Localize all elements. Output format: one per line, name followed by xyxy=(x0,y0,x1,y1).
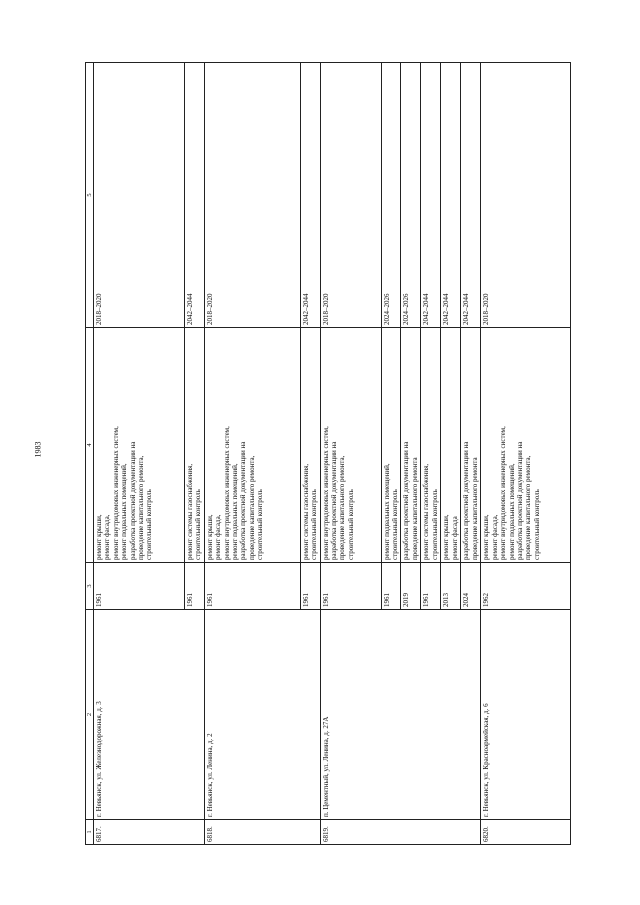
work-item: ремонт подвальных помещений, xyxy=(120,463,129,560)
repair-period: 2024–2026 xyxy=(381,63,401,328)
works-list xyxy=(381,328,401,563)
work-item: ремонт фасада, xyxy=(103,514,112,560)
work-item: ремонт подвальных помещений, xyxy=(382,463,391,560)
works-list xyxy=(481,328,571,563)
work-item: ремонт крыши, xyxy=(442,514,451,560)
build-year: 1961 xyxy=(381,563,401,610)
work-item: проведение капитального ремонта, xyxy=(247,455,256,560)
row-address: г. Невьянск, ул. Ленина, д. 2 xyxy=(204,610,320,820)
works-list xyxy=(441,328,461,563)
build-year: 1961 xyxy=(320,563,381,610)
work-item: строительный контроль xyxy=(391,489,400,560)
row-number: 6817. xyxy=(94,820,205,845)
capital-repair-table xyxy=(85,62,571,845)
repair-period: 2018–2020 xyxy=(481,63,571,328)
work-item: ремонт крыши, xyxy=(95,514,103,560)
table-row xyxy=(94,63,185,845)
works-list xyxy=(320,328,381,563)
row-address: г. Невьянск, ул. Железнодорожная, д. 3 xyxy=(94,610,205,820)
row-number: 6820. xyxy=(481,820,571,845)
work-item: строительный контроль xyxy=(310,489,319,560)
table-row xyxy=(481,63,571,845)
build-year: 1961 xyxy=(300,563,320,610)
work-item: ремонт фасада, xyxy=(214,514,223,560)
works-list xyxy=(421,328,441,563)
work-item: ремонт крыши, xyxy=(482,514,491,560)
row-address: п. Цементный, ул. Ленина, д. 27А xyxy=(320,610,481,820)
work-item: разработка проектной документации на xyxy=(402,441,411,560)
work-item: разработка проектной документации на xyxy=(330,441,339,560)
header-row xyxy=(86,63,94,845)
table-row xyxy=(320,63,381,845)
work-item: строительный контроль xyxy=(346,489,355,560)
header-col-4: 4 xyxy=(86,328,94,563)
repair-period: 2042–2044 xyxy=(300,63,320,328)
build-year: 2013 xyxy=(441,563,461,610)
work-item: ремонт подвальных помещений, xyxy=(507,463,516,560)
repair-period: 2024–2026 xyxy=(401,63,421,328)
works-list xyxy=(204,328,300,563)
repair-period: 2042–2044 xyxy=(185,63,205,328)
row-address: г. Невьянск, ул. Красноармейская, д. 6 xyxy=(481,610,571,820)
work-item: ремонт системы газоснабжения, xyxy=(301,463,310,560)
work-item: разработка проектной документации на xyxy=(128,441,137,560)
works-list xyxy=(94,328,185,563)
repair-period: 2042–2044 xyxy=(441,63,461,328)
repair-period: 2042–2044 xyxy=(461,63,481,328)
work-item: ремонт внутридомовых инженерных систем, xyxy=(222,426,231,560)
header-col-1: 1 xyxy=(86,820,94,845)
build-year: 2024 xyxy=(461,563,481,610)
work-item: проведение капитального ремонта, xyxy=(137,455,146,560)
work-item: проведение капитального ремонта, xyxy=(338,455,347,560)
table-row xyxy=(204,63,300,845)
header-col-2: 2 xyxy=(86,610,94,820)
work-item: строительный контроль xyxy=(430,489,439,560)
build-year: 2019 xyxy=(401,563,421,610)
build-year: 1961 xyxy=(204,563,300,610)
work-item: ремонт системы газоснабжения, xyxy=(422,463,431,560)
repair-period: 2018–2020 xyxy=(94,63,185,328)
work-item: проведение капитального ремонта xyxy=(470,457,479,560)
build-year: 1961 xyxy=(185,563,205,610)
build-year: 1961 xyxy=(94,563,185,610)
work-item: строительный контроль xyxy=(145,489,154,560)
repair-period: 2042–2044 xyxy=(421,63,441,328)
rotated-table-container xyxy=(85,82,590,845)
works-list xyxy=(401,328,421,563)
work-item: ремонт фасада xyxy=(450,516,459,560)
row-number: 6819. xyxy=(320,820,481,845)
work-item: ремонт крыши, xyxy=(205,514,214,560)
work-item: строительный контроль xyxy=(256,489,265,560)
repair-period: 2018–2020 xyxy=(204,63,300,328)
works-list xyxy=(185,328,205,563)
work-item: строительный контроль xyxy=(194,489,203,560)
work-item: проведение капитального ремонта xyxy=(410,457,419,560)
work-item: ремонт внутридомовых инженерных систем, xyxy=(321,426,330,560)
work-item: ремонт внутридомовых инженерных систем, xyxy=(499,426,508,560)
build-year: 1962 xyxy=(481,563,571,610)
works-list xyxy=(461,328,481,563)
work-item: разработка проектной документации на xyxy=(516,441,525,560)
work-item: проведение капитального ремонта, xyxy=(524,455,533,560)
work-item: строительный контроль xyxy=(532,489,541,560)
row-number: 6818. xyxy=(204,820,320,845)
work-item: ремонт фасада, xyxy=(490,514,499,560)
work-item: разработка проектной документации на xyxy=(239,441,248,560)
work-item: разработка проектной документации на xyxy=(462,441,471,560)
works-list xyxy=(300,328,320,563)
repair-period: 2018–2020 xyxy=(320,63,381,328)
header-col-3: 3 xyxy=(86,563,94,610)
header-col-5: 5 xyxy=(86,63,94,328)
page-number: 1983 xyxy=(33,441,43,458)
build-year: 1961 xyxy=(421,563,441,610)
work-item: ремонт внутридомовых инженерных систем, xyxy=(111,426,120,560)
work-item: ремонт подвальных помещений, xyxy=(231,463,240,560)
work-item: ремонт системы газоснабжения, xyxy=(186,463,194,560)
